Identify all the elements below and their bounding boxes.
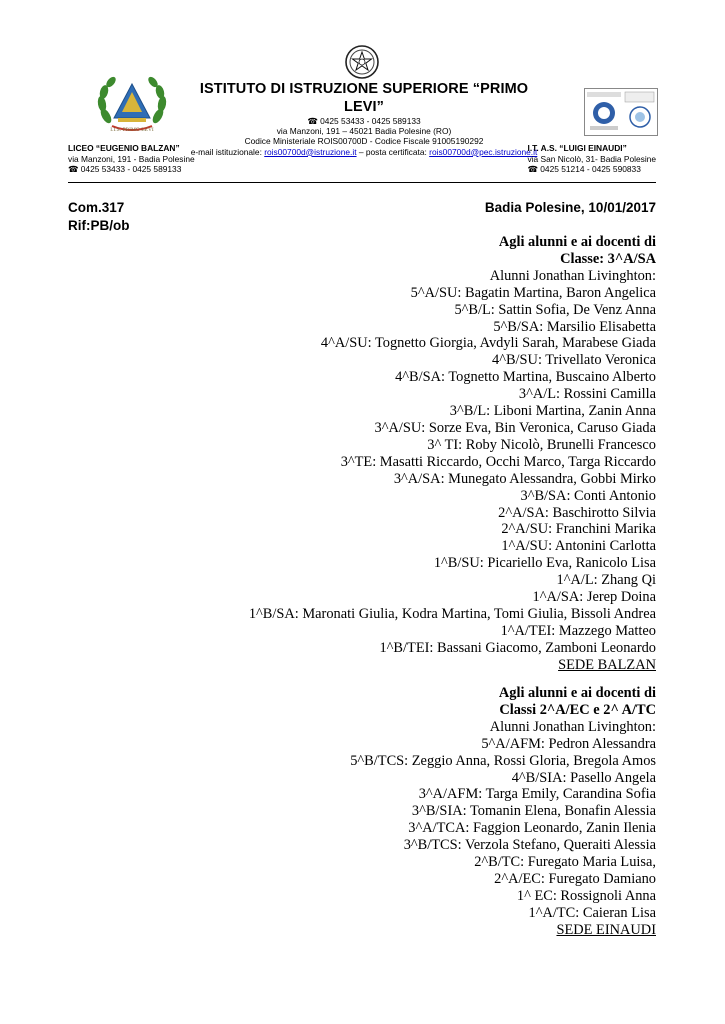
- recipient-heading: Agli alunni e ai docenti di: [498, 234, 656, 250]
- recipient-line: 3^A/SU: Sorze Eva, Bin Veronica, Caruso Giada: [374, 419, 656, 436]
- recipient-line: 4^B/SA: Tognetto Martina, Buscaino Alberto: [395, 369, 656, 386]
- recipient-line: 4^B/SU: Trivellato Veronica: [492, 352, 656, 369]
- school-balzan-phones: 0425 53433 - 0425 589133: [80, 164, 182, 174]
- email-link[interactable]: rois00700d@istruzione.it: [264, 146, 357, 157]
- recipient-list: [350, 719, 656, 922]
- header-divider: [68, 182, 656, 183]
- recipient-line: Alunni Jonathan Livinghton:: [489, 267, 656, 284]
- phone-icon: ☎: [527, 164, 541, 174]
- place-date: Badia Polesine, 10/01/2017: [484, 200, 656, 215]
- header-codes: Codice Ministeriale ROIS00700D - Codice Fiscale 91005190292: [244, 136, 484, 147]
- recipient-line: 1^ EC: Rossignoli Anna: [516, 887, 656, 904]
- recipient-line: 2^A/SU: Franchini Marika: [501, 521, 656, 538]
- school-einaudi-phones-line: [528, 164, 657, 175]
- school-einaudi-name: I.T. A.S. “LUIGI EINAUDI”: [527, 143, 627, 153]
- republic-emblem-icon: [344, 44, 380, 80]
- phone-icon: ☎: [68, 164, 81, 174]
- recipient-line: 4^A/SU: Tognetto Giorgia, Avdyli Sarah, Marabese Giada: [320, 335, 656, 352]
- sede-label: SEDE BALZAN: [558, 656, 656, 673]
- recipient-line: 1^B/TEI: Bassani Giacomo, Zamboni Leonardo: [379, 639, 656, 656]
- recipient-line: 2^A/EC: Furegato Damiano: [494, 870, 656, 887]
- school-balzan-address: via Manzoni, 191 - Badia Polesine: [68, 153, 195, 164]
- recipient-line: 4^B/SIA: Pasello Angela: [511, 769, 656, 786]
- header-email-line: [178, 147, 550, 157]
- school-balzan-phones-line: [68, 164, 195, 175]
- school-einaudi-address: via San Nicolò, 31- Badia Polesine: [527, 153, 656, 164]
- recipient-line: 1^A/TEI: Mazzego Matteo: [500, 622, 656, 639]
- recipient-line: 5^A/AFM: Pedron Alessandra: [481, 735, 656, 752]
- school-balzan: [68, 143, 195, 175]
- recipient-line: 5^B/L: Sattin Sofia, De Venz Anna: [454, 301, 656, 318]
- recipient-line: 3^B/L: Liboni Martina, Zanin Anna: [449, 403, 656, 420]
- header-phone-fax: 0425 53433 - 0425 589133: [320, 116, 421, 126]
- recipient-class: Classi 2^A/EC e 2^ A/TC: [499, 701, 656, 718]
- recipient-line: 1^A/TC: Caieran Lisa: [528, 904, 656, 921]
- school-einaudi: [528, 143, 657, 175]
- recipient-line: 1^B/SU: Picariello Eva, Ranicolo Lisa: [433, 555, 656, 572]
- email-label: e-mail istituzionale:: [190, 146, 265, 157]
- recipient-line: 3^TE: Masatti Riccardo, Occhi Marco, Targa Riccardo: [340, 453, 656, 470]
- memo-rif: Rif:PB/ob: [68, 218, 130, 233]
- letterhead: [178, 80, 550, 157]
- sede-label: SEDE EINAUDI: [556, 921, 656, 938]
- pec-link[interactable]: rois00700d@pec.istruzione.it: [429, 146, 538, 157]
- recipient-line: 3^ TI: Roby Nicolò, Brunelli Francesco: [427, 436, 656, 453]
- recipient-line: 2^A/SA: Baschirotto Silvia: [498, 504, 656, 521]
- memo-number: Com.317: [68, 200, 125, 215]
- recipient-block-einaudi: [350, 685, 656, 939]
- recipient-line: 1^A/L: Zhang Qi: [556, 572, 656, 589]
- recipient-list: [249, 268, 656, 657]
- recipient-line: 3^A/AFM: Targa Emily, Carandina Sofia: [418, 786, 656, 803]
- recipient-line: 3^B/SA: Conti Antonio: [520, 487, 656, 504]
- recipient-line: 3^B/TCS: Verzola Stefano, Queraiti Alessia: [403, 837, 656, 854]
- institute-name: ISTITUTO DI ISTRUZIONE SUPERIORE “PRIMO LEVI”: [199, 81, 529, 115]
- recipient-block-balzan: [249, 234, 656, 674]
- recipient-line: 5^B/SA: Marsilio Elisabetta: [493, 318, 656, 335]
- school-balzan-name: LICEO “EUGENIO BALZAN”: [68, 143, 180, 153]
- header-phones: [178, 116, 550, 126]
- recipient-line: Alunni Jonathan Livinghton:: [489, 718, 656, 735]
- recipient-heading: Agli alunni e ai docenti di: [498, 685, 656, 701]
- logo-caption: I.I.S. PRIMO LEVI: [110, 127, 154, 133]
- recipient-line: 3^B/SIA: Tomanin Elena, Bonafin Alessia: [411, 803, 656, 820]
- recipient-line: 1^B/SA: Maronati Giulia, Kodra Martina, Tomi Giulia, Bissoli Andrea: [248, 605, 656, 622]
- school-einaudi-phones: 0425 51214 - 0425 590833: [540, 164, 641, 174]
- pec-label: – posta certificata:: [356, 146, 430, 157]
- phone-icon: ☎: [307, 116, 318, 126]
- recipient-line: 3^A/TCA: Faggion Leonardo, Zanin Ilenia: [408, 820, 656, 837]
- header-address: via Manzoni, 191 – 45021 Badia Polesine (RO): [276, 126, 452, 137]
- recipient-line: 5^A/SU: Bagatin Martina, Baron Angelica: [410, 284, 656, 301]
- recipient-line: 3^A/L: Rossini Camilla: [518, 386, 656, 403]
- recipient-line: 5^B/TCS: Zeggio Anna, Rossi Gloria, Bregola Amos: [350, 752, 656, 769]
- memo-reference: [68, 199, 130, 235]
- recipient-line: 3^A/SA: Munegato Alessandra, Gobbi Mirko: [393, 470, 656, 487]
- certification-logo-icon: [584, 88, 658, 136]
- recipient-line: 2^B/TC: Furegato Maria Luisa,: [474, 854, 656, 871]
- recipient-class: Classe: 3^A/SA: [560, 250, 656, 267]
- recipient-line: 1^A/SU: Antonini Carlotta: [501, 538, 656, 555]
- recipient-line: 1^A/SA: Jerep Doina: [532, 589, 656, 606]
